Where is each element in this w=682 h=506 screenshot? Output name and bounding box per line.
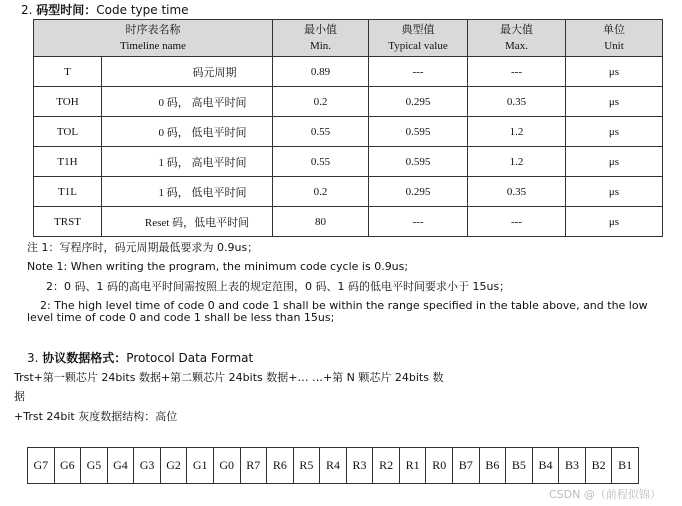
row-unit: μs <box>566 57 663 87</box>
bit-structure-table <box>27 447 639 484</box>
csdn-watermark: CSDN @（前程似锦） <box>549 488 661 501</box>
bit-cell: R0 <box>426 448 453 484</box>
table-row <box>34 117 663 147</box>
row-typical: 0.595 <box>369 147 468 177</box>
row-unit: μs <box>566 177 663 207</box>
bit-cell: R1 <box>399 448 426 484</box>
bit-cell: G5 <box>81 448 108 484</box>
row-code: TOL <box>34 117 102 147</box>
section-2-number: 2. <box>21 3 33 17</box>
section-2-title-en: Code type time <box>96 3 189 17</box>
row-code: T1H <box>34 147 102 177</box>
row-name: 0 码， 高电平时间 <box>158 96 247 109</box>
row-max: 1.2 <box>468 147 566 177</box>
protocol-line-3: +Trst 24bit 灰度数据结构：高位 <box>14 410 178 423</box>
row-typical: 0.295 <box>369 177 468 207</box>
table-header-row <box>34 20 663 57</box>
bit-cell: B6 <box>479 448 506 484</box>
header-cn: 最大值 <box>500 24 533 36</box>
row-unit: μs <box>566 87 663 117</box>
bit-cell: B1 <box>612 448 639 484</box>
row-max: 0.35 <box>468 177 566 207</box>
section-3-title <box>27 349 253 366</box>
row-unit: μs <box>566 147 663 177</box>
bit-cell: R6 <box>267 448 294 484</box>
header-typical <box>369 20 468 57</box>
row-name: 1 码， 高电平时间 <box>158 156 247 169</box>
row-name: Reset 码，低电平时间 <box>144 216 250 229</box>
bit-cell: B3 <box>559 448 586 484</box>
bit-cell: G6 <box>54 448 81 484</box>
row-min: 0.89 <box>273 57 369 87</box>
row-max: --- <box>468 57 566 87</box>
row-name-cell <box>102 87 273 117</box>
row-min: 0.55 <box>273 147 369 177</box>
row-name-cell <box>102 207 273 237</box>
row-max: 0.35 <box>468 87 566 117</box>
bit-cell: G4 <box>107 448 134 484</box>
header-cn: 时序表名称 <box>125 24 181 36</box>
header-en: Timeline name <box>120 40 186 52</box>
bit-cell: B7 <box>453 448 480 484</box>
bit-cell: B5 <box>506 448 533 484</box>
row-min: 0.55 <box>273 117 369 147</box>
row-unit: μs <box>566 117 663 147</box>
row-name-cell <box>102 147 273 177</box>
header-timeline-name <box>34 20 273 57</box>
row-code: T1L <box>34 177 102 207</box>
note-1-en: Note 1: When writing the program, the minimum code cycle is 0.9us; <box>27 260 409 273</box>
header-en: Unit <box>604 40 624 52</box>
row-unit: μs <box>566 207 663 237</box>
row-typical: 0.595 <box>369 117 468 147</box>
row-code: TOH <box>34 87 102 117</box>
row-name: 1 码， 低电平时间 <box>158 186 247 199</box>
row-max: 1.2 <box>468 117 566 147</box>
header-min <box>273 20 369 57</box>
code-time-table <box>33 19 663 237</box>
bit-cell: R4 <box>320 448 347 484</box>
header-cn: 典型值 <box>401 24 435 36</box>
bit-cell: G1 <box>187 448 214 484</box>
bit-cell: R7 <box>240 448 267 484</box>
row-name-cell <box>102 117 273 147</box>
section-2-title-cn: 码型时间： <box>36 3 97 17</box>
header-en: Max. <box>505 40 528 52</box>
bit-cell: R3 <box>346 448 373 484</box>
table-row <box>34 87 663 117</box>
row-name: 0 码， 低电平时间 <box>158 126 247 139</box>
header-en: Min. <box>309 40 332 52</box>
note-2-en-line1: 2: The high level time of code 0 and code 1 shall be within the range specified in the table above, and the low <box>40 299 648 312</box>
table-row <box>34 177 663 207</box>
protocol-line-2: 据 <box>14 390 25 403</box>
row-name-cell <box>102 177 273 207</box>
header-en: Typical value <box>388 40 448 52</box>
bit-cell: B2 <box>585 448 612 484</box>
header-cn: 单位 <box>603 24 625 36</box>
bit-cell: R5 <box>293 448 320 484</box>
bit-cell: G0 <box>213 448 240 484</box>
section-3-number: 3. <box>27 351 39 365</box>
header-cn: 最小值 <box>304 24 337 36</box>
row-min: 80 <box>273 207 369 237</box>
note-1-cn: 注 1：写程序时，码元周期最低要求为 0.9us； <box>27 241 259 254</box>
row-name-cell <box>102 57 273 87</box>
row-max: --- <box>468 207 566 237</box>
row-typical: --- <box>369 207 468 237</box>
row-typical: --- <box>369 57 468 87</box>
protocol-line-1: Trst+第一颗芯片 24bits 数据+第二颗芯片 24bits 数据+… …+第 N 颗芯片 24bits 数 <box>14 371 444 384</box>
table-row <box>34 147 663 177</box>
row-typical: 0.295 <box>369 87 468 117</box>
header-max <box>468 20 566 57</box>
bit-cell: B4 <box>532 448 559 484</box>
bit-cell: R2 <box>373 448 400 484</box>
row-code: TRST <box>34 207 102 237</box>
bit-cell: G3 <box>134 448 161 484</box>
table-row <box>34 207 663 237</box>
header-unit <box>566 20 663 57</box>
bit-cell: G2 <box>160 448 187 484</box>
bit-cell: G7 <box>28 448 55 484</box>
row-code: T <box>34 57 102 87</box>
bit-row <box>28 448 639 484</box>
note-2-en-line2: level time of code 0 and code 1 shall be less than 15us; <box>27 311 335 324</box>
section-3-title-cn: 协议数据格式： <box>42 351 127 365</box>
table-row <box>34 57 663 87</box>
note-2-cn: 2：0 码、1 码的高电平时间需按照上表的规定范围，0 码、1 码的低电平时间要求小于 15us； <box>46 280 511 293</box>
row-min: 0.2 <box>273 87 369 117</box>
row-name: 码元周期 <box>192 66 237 79</box>
row-min: 0.2 <box>273 177 369 207</box>
section-3-title-en: Protocol Data Format <box>126 351 254 365</box>
section-2-title <box>21 1 189 18</box>
